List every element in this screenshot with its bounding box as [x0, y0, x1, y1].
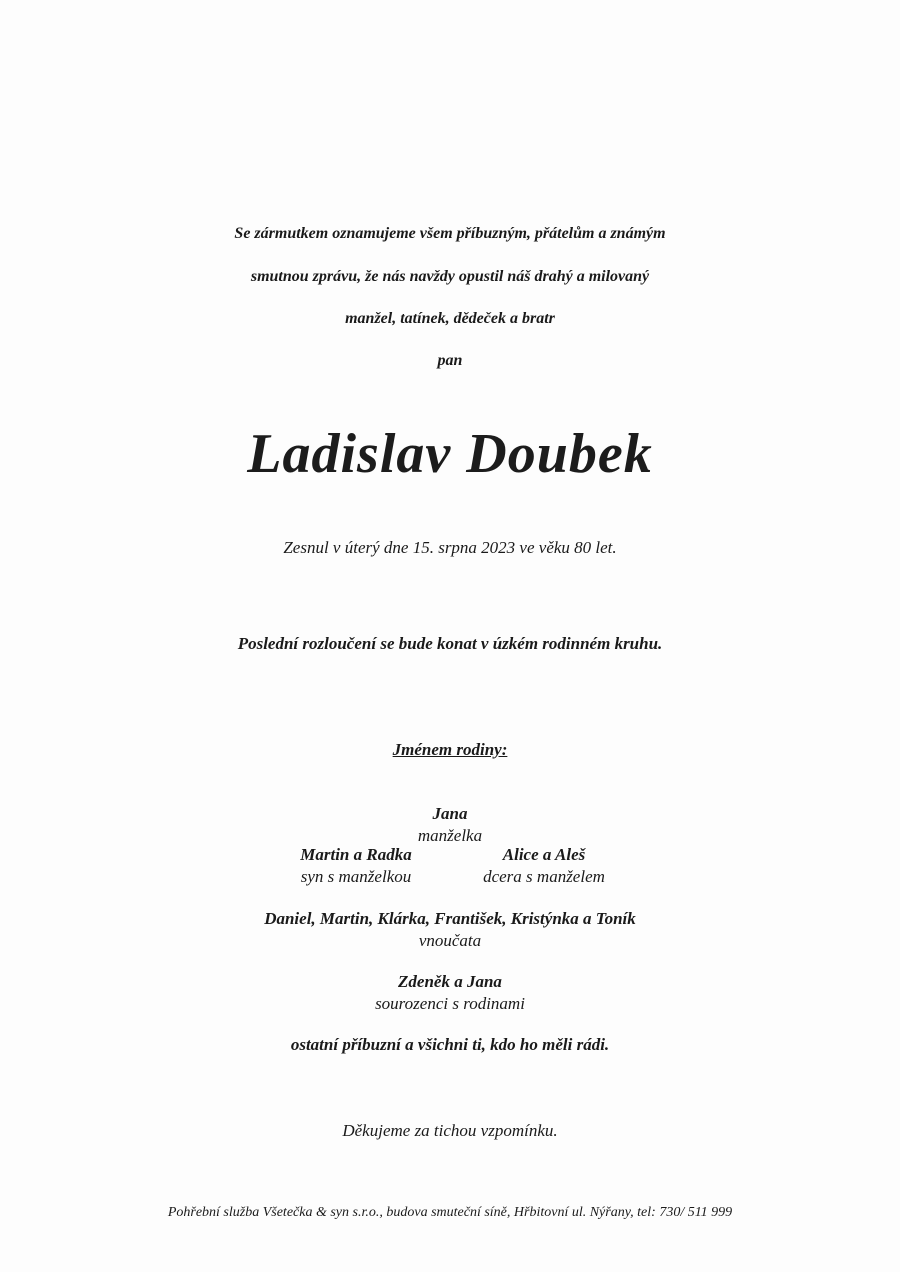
death-info: Zesnul v úterý dne 15. srpna 2023 ve věku 80 let.	[283, 538, 617, 557]
daughter-names: Alice a Aleš	[502, 845, 586, 864]
wife-role: manželka	[417, 826, 483, 845]
others-line: ostatní příbuzní a všichni ti, kdo ho měli rádi.	[290, 1035, 610, 1054]
deceased-name: Ladislav Doubek	[247, 423, 653, 485]
thanks-line: Děkujeme za tichou vzpomínku.	[342, 1121, 558, 1140]
footer-funeral-service: Pohřební služba Všetečka & syn s.r.o., budova smuteční síně, Hřbitovní ul. Nýřany, tel: 730/ 511 999	[167, 1205, 733, 1220]
daughter-role: dcera s manželem	[483, 867, 605, 886]
family-heading: Jménem rodiny:	[392, 740, 508, 759]
intro-line-1: Se zármutkem oznamujeme všem příbuzným, přátelům a známým	[234, 225, 666, 242]
son-names: Martin a Radka	[300, 845, 412, 864]
intro-line-2: smutnou zprávu, že nás navždy opustil náš drahý a milovaný	[250, 268, 650, 285]
son-role: syn s manželkou	[300, 867, 412, 886]
siblings-names: Zdeněk a Jana	[398, 972, 502, 991]
intro-line-4: pan	[437, 352, 463, 369]
wife-name: Jana	[432, 804, 468, 823]
grandchildren-names: Daniel, Martin, Klárka, František, Kristýnka a Toník	[264, 909, 636, 928]
intro-line-3: manžel, tatínek, dědeček a bratr	[345, 310, 555, 327]
grandchildren-role: vnoučata	[418, 931, 482, 950]
siblings-role: sourozenci s rodinami	[375, 994, 525, 1013]
farewell-text: Poslední rozloučení se bude konat v úzkém rodinném kruhu.	[237, 634, 663, 653]
